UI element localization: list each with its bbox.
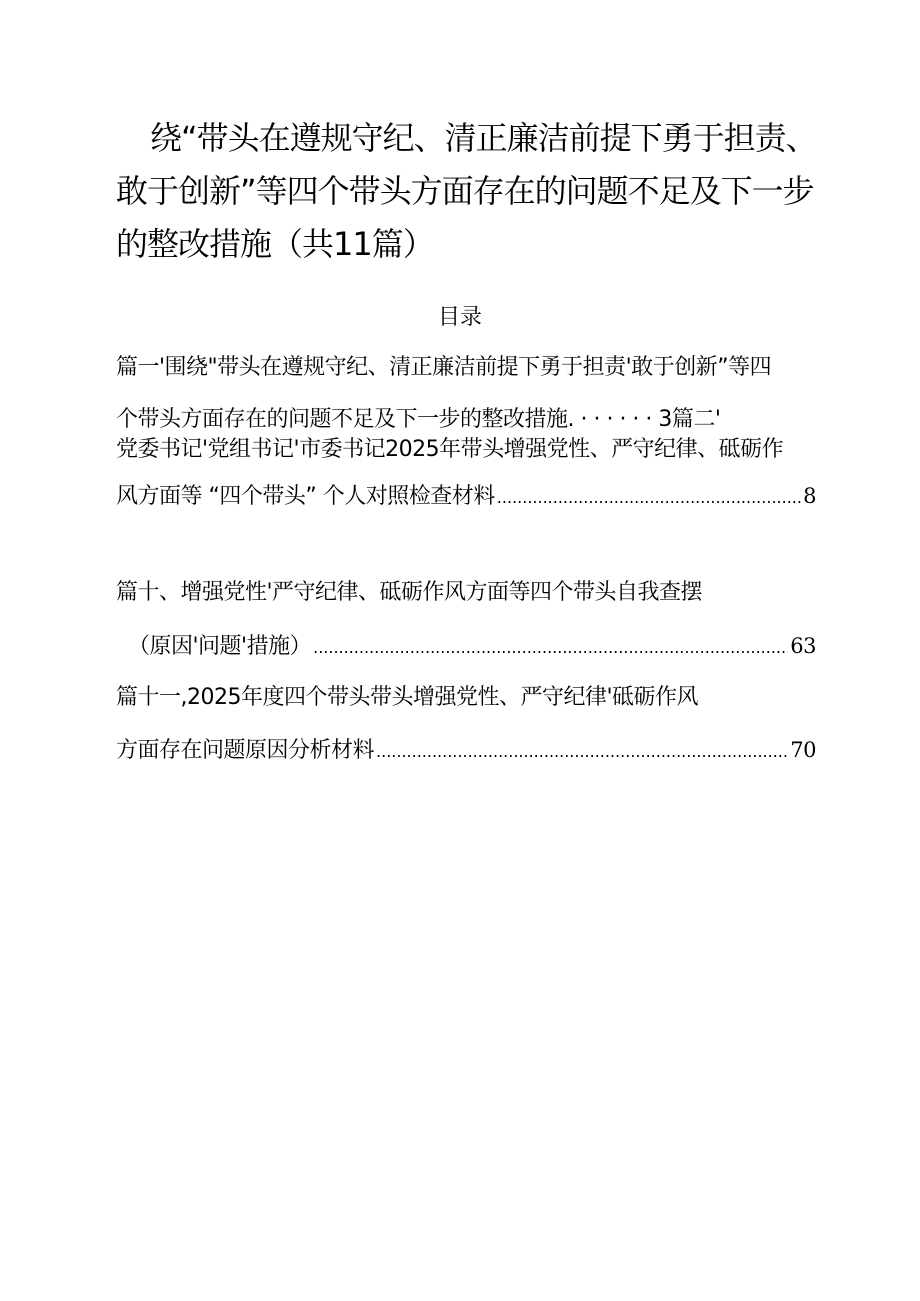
toc-entry-3 xyxy=(116,732,816,770)
toc-entry-3-text: 方面存在问题原因分析材料 xyxy=(116,738,375,763)
toc-entry-3-page: 70 xyxy=(790,738,816,762)
toc-entry-3-leader xyxy=(376,734,788,770)
toc-heading: 目录 xyxy=(437,305,482,330)
toc-entry-2-text: （原因'问题'措施） xyxy=(128,634,312,659)
toc-entry-2-page: 63 xyxy=(790,634,816,658)
toc-entry-1-text: 风方面等 “四个带头” 个人对照检查材料 xyxy=(116,484,495,509)
document-title: 绕“带头在遵规守纪、清正廉洁前提下勇于担责、敢于创新”等四个带头方面存在的问题不足及下一步的整改措施（共11篇） xyxy=(116,119,817,263)
toc-line-7: 篇十一,2025年度四个带头带头增强党性、严守纪律'砥砺作风 xyxy=(116,685,699,710)
toc-entry-1-leader xyxy=(497,480,801,516)
toc-line-2: 个带头方面存在的问题不足及下一步的整改措施. · · · · · · 3篇二' xyxy=(116,407,721,432)
toc-line-1: 篇一'围绕"带头在遵规守纪、清正廉洁前提下勇于担责'敢于创新”等四 xyxy=(116,355,772,380)
toc-entry-2-leader xyxy=(313,630,788,666)
toc-entry-1-page: 8 xyxy=(803,484,816,508)
toc-entry-1 xyxy=(116,478,816,516)
toc-line-3: 党委书记'党组书记'市委书记2025年带头增强党性、严守纪律、砥砺作 xyxy=(116,437,784,462)
toc-entry-2 xyxy=(128,628,816,666)
toc-line-5: 篇十、增强党性'严守纪律、砥砺作风方面等四个带头自我查摆 xyxy=(116,580,703,605)
